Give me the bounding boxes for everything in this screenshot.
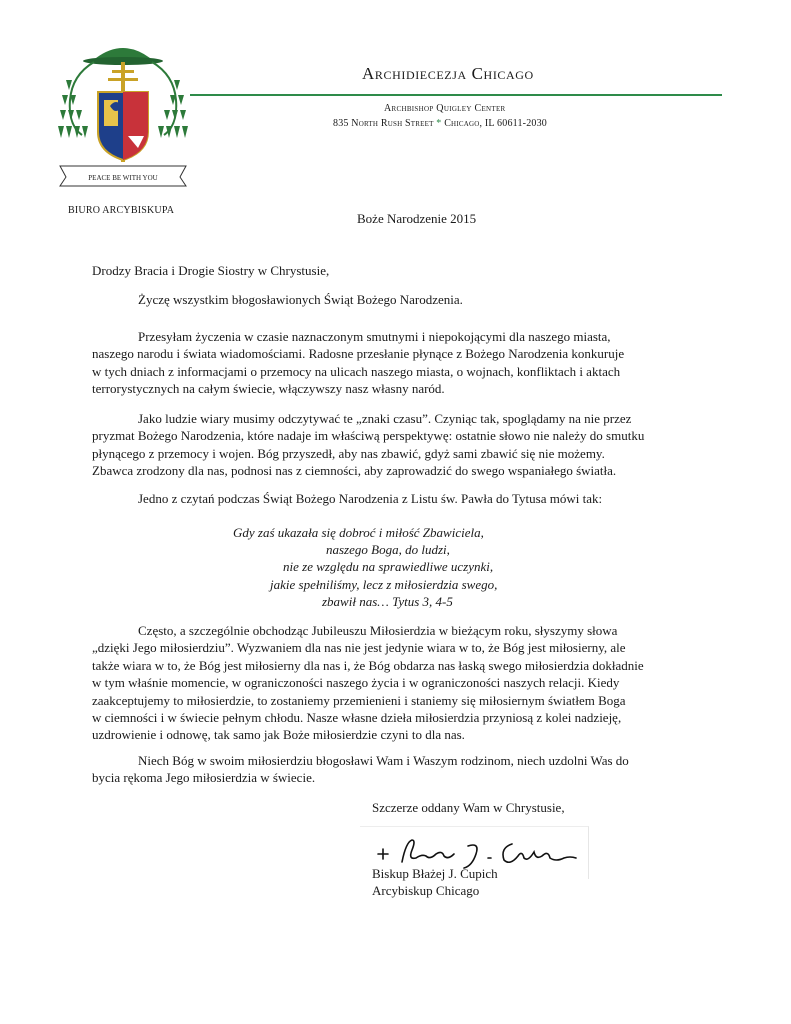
paragraph-line: Jako ludzie wiary musimy odczytywać te „znaki czasu”. Czyniąc tak, spoglądamy na nie przez — [138, 411, 632, 426]
paragraph-line: bycia rękoma Jego miłosierdzia w świecie. — [92, 770, 316, 786]
quote-line: zbawił nas… Tytus 3, 4-5 — [322, 594, 453, 609]
paragraph-line: w tym właśnie momencie, w ograniczoności naszego życia i w ograniczoności naszych relacji. Kiedy — [92, 675, 620, 691]
paragraph-line: w ciemności i w świecie pełnym chłodu. Nasze własne dzieła miłosierdzia przyniosą z kolei nadzieję, — [92, 710, 622, 726]
paragraph-line: także wiara w to, że Bóg jest miłosierny dla nas i, że Bóg obdarza nas łaską swego miłosierdzia dokładnie — [92, 657, 644, 673]
address-street: 835 North Rush Street — [333, 118, 434, 129]
paragraph-line: Przesyłam życzenia w czasie naznaczonym smutnymi i niepokojącymi dla naszego miasta, — [138, 329, 611, 344]
paragraph-line: terrorystycznych na całym świecie, włączywszy nasz własny naród. — [92, 381, 445, 397]
paragraph-4 — [92, 490, 702, 507]
letter-date: Boże Narodzenie 2015 — [357, 211, 477, 226]
paragraph-2 — [92, 328, 702, 398]
paragraph-line: płynącego z przemocy i wojen. Bóg przyszedł, aby nas zbawić, gdyż sami zbawić się nie możemy. — [92, 445, 605, 461]
address-separator: * — [436, 118, 442, 129]
paragraph-line: „dzięki Jego miłosierdziu”. Wyzwaniem dla nas nie jest jedynie wiara w to, że Bóg jest miłosierny, ale — [92, 640, 626, 656]
paragraph-line: Jedno z czytań podczas Świąt Bożego Narodzenia z Listu św. Pawła do Tytusa mówi tak: — [138, 491, 603, 506]
paragraph-line: Życzę wszystkim błogosławionych Świąt Bożego Narodzenia. — [138, 292, 463, 307]
salutation: Drodzy Bracia i Drogie Siostry w Chrystusie, — [92, 263, 330, 278]
address-city: Chicago, IL 60611-2030 — [444, 118, 548, 129]
paragraph-6 — [92, 752, 702, 787]
closing-line: Szczerze oddany Wam w Chrystusie, — [372, 800, 565, 815]
quote-line: nie ze względu na sprawiedliwe uczynki, — [283, 559, 494, 574]
signer-name: Biskup Błażej J. Cupich — [372, 866, 498, 881]
office-label: BIURO ARCYBISKUPA — [68, 205, 175, 216]
paragraph-line: w tych dniach z informacjami o przemocy na ulicach naszego miasta, o wojnach, konfliktach i aktach — [92, 363, 621, 379]
letterhead-title-part1: Archidiecezja — [362, 64, 467, 83]
letterhead-title — [362, 64, 534, 84]
quote-line: naszego Boga, do ludzi, — [326, 542, 450, 557]
center-name: Archbishop Quigley Center — [384, 103, 506, 114]
quote-line: Gdy zaś ukazała się dobroć i miłość Zbawiciela, — [233, 525, 484, 540]
address-line — [333, 118, 547, 129]
paragraph-line: Często, a szczególnie obchodząc Jubileuszu Miłosierdzia w bieżącym roku, słyszymy słowa — [138, 623, 618, 638]
paragraph-5 — [92, 622, 702, 744]
paragraph-line: Niech Bóg w swoim miłosierdziu błogosławi Wam i Waszym rodzinom, niech uzdolni Was do — [138, 753, 629, 768]
signer-title: Arcybiskup Chicago — [372, 883, 480, 898]
paragraph-line: zaakceptujemy to miłosierdzie, to zostaniemy przemienieni i staniemy się miłosiernym światłem Boga — [92, 692, 626, 708]
coat-of-arms-logo — [52, 40, 194, 190]
paragraph-line: naszego narodu i świata wiadomościami. Radosne przesłanie płynące z Bożego Narodzenia konkuruje — [92, 346, 625, 362]
paragraph-line: uzdrowienie i odnowę, tak samo jak Boże miłosierdzie czyni to dla nas. — [92, 727, 465, 743]
paragraph-1 — [92, 291, 702, 308]
letterhead-title-part2: Chicago — [471, 64, 534, 83]
header-divider — [190, 94, 722, 96]
paragraph-line: Zbawca zrodzony dla nas, podnosi nas z ciemności, aby zaprowadzić do swego wspaniałego światła. — [92, 463, 617, 479]
svg-text:PEACE BE WITH YOU: PEACE BE WITH YOU — [88, 174, 158, 182]
paragraph-3 — [92, 410, 702, 480]
paragraph-line: pryzmat Bożego Narodzenia, które nadaje im właściwą perspektywę: ostatnie słowo nie należy do smutku — [92, 428, 645, 444]
quote-line: jakie spełniliśmy, lecz z miłosierdzia swego, — [270, 577, 498, 592]
